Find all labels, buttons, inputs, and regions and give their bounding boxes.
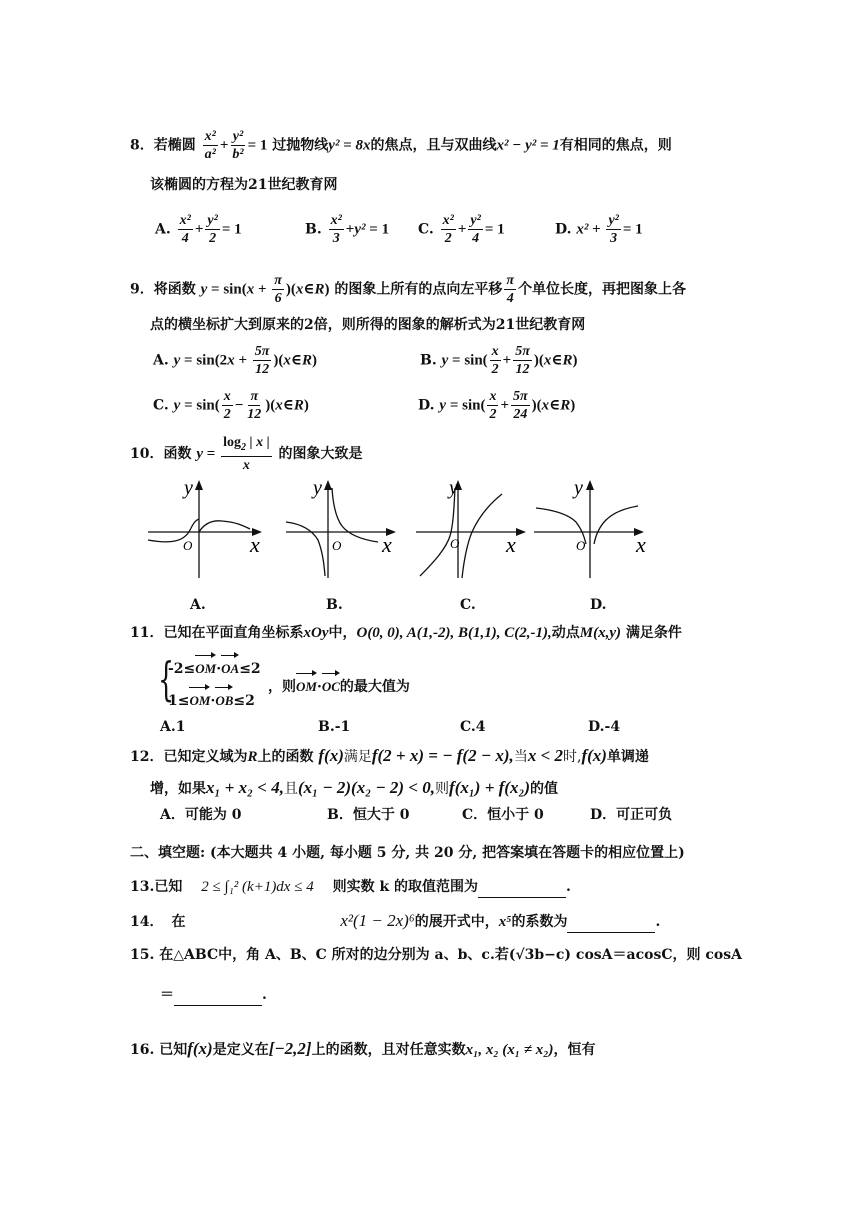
section-2-header: 二、填空题: (本大题共 4 小题, 每小题 5 分, 共 20 分, 把答案填在答题卡的相应位置上)	[130, 845, 685, 861]
question-11-line1: 11．已知在平面直角坐标系xOy中，O(0, 0), A(1,-2), B(1,1), C(2,-1),动点M(x,y) 满足条件	[130, 625, 682, 641]
condition-1: -2≤OM·OA≤2	[168, 658, 261, 680]
graph-a-label: A.	[190, 597, 206, 613]
graph-a-x-label: x	[250, 532, 260, 557]
question-8-line1: 8．若椭圆 $\frac{\text{x²}}{\text{a²}}$ + $\frac{\text{y²}}{\text{b²}}$ = 1 过抛物线y² = 8x的焦点，且与双曲线x² − y² = 1有相同的焦点，则	[130, 129, 672, 162]
graph-d-label: D.	[590, 597, 607, 613]
q15-answer-blank	[174, 991, 262, 1006]
ellipse-frac-x: $\frac{\text{x²}}{\text{a²}}$	[204, 129, 216, 162]
q13-integral: 2 ≤ ∫₁² (k+1)dx ≤ 4	[201, 879, 314, 895]
graph-a-origin-label: O	[183, 538, 193, 553]
q9-option-b: B. y = sin( $\frac{x}{2}$ + $\frac{5\pi}{12}$ )(x∈R)	[420, 344, 578, 377]
graph-d-origin-label: O	[576, 538, 586, 553]
question-8-line2: 该椭圆的方程为21世纪教育网	[150, 177, 338, 193]
q11-option-a: A.1	[160, 719, 186, 735]
graph-b-curve-left	[286, 522, 325, 576]
q8-option-a: A. $\frac{\text{x²}}{4}$ + $\frac{\text{y²}}{2}$ = 1	[155, 213, 242, 246]
graph-b-x-label: x	[382, 532, 392, 557]
question-16: 16. 已知f(x)是定义在[−2,2]上的函数，且对任意实数x₁, x₂ (x₁ ≠ x₂)，恒有	[130, 1039, 596, 1058]
q11-option-d: D.-4	[588, 719, 621, 735]
graph-d-y-label: y	[574, 477, 583, 499]
graph-b-y-label: y	[313, 477, 322, 499]
graph-d-curve-right	[594, 506, 638, 544]
question-12-line1: 12．已知定义域为R上的函数 f(x)满足f(2 + x) = − f(2 − x),当x < 2时,f(x)单调递	[130, 746, 649, 765]
condition-2: 1≤OM·OB≤2	[168, 690, 255, 712]
q12-option-a: A．可能为 0	[160, 807, 242, 823]
q13-answer-blank	[478, 883, 566, 898]
graph-a-curve-right	[199, 521, 250, 532]
q11-option-b: B.-1	[318, 719, 351, 735]
graph-c	[410, 474, 540, 584]
graph-c-y-label: y	[449, 477, 458, 499]
question-15-line1: 15. 在△ABC中，角 A、B、C 所对的边分别为 a、b、c.若(√3b−c) cosA＝acosC，则 cosA	[130, 947, 742, 963]
graph-d	[530, 474, 660, 584]
q9-option-c: C. y = sin( $\frac{x}{2}$ − $\frac{\pi}{12}$ )(x∈R)	[153, 389, 309, 422]
graph-a	[140, 474, 270, 584]
q8-option-b: B. $\frac{\text{x²}}{3}$ +y² = 1	[305, 213, 390, 246]
q9-option-d: D. y = sin( $\frac{x}{2}$ + $\frac{5\pi}{24}$ )(x∈R)	[418, 389, 576, 422]
graph-c-origin-label: O	[450, 536, 460, 551]
question-12-line2: 增，如果x₁ + x₂ < 4,且(x₁ − 2)(x₂ − 2) < 0,则f(x₁) + f(x₂)的值	[150, 778, 559, 797]
question-10-line1: 10．函数 y = $\frac{\log_2 | x |}{x}$ 的图象大致是	[130, 435, 363, 473]
question-15-line2: ＝ .	[160, 984, 267, 1006]
graph-b	[280, 474, 410, 584]
graph-c-x-label: x	[506, 532, 516, 557]
q8-option-d: D. x² + $\frac{\text{y²}}{3}$ = 1	[555, 213, 643, 246]
q14-answer-blank	[567, 918, 655, 933]
graph-b-origin-label: O	[332, 538, 342, 553]
condition-brace: {	[158, 652, 175, 706]
graph-a-y-label: y	[184, 477, 193, 499]
ellipse-frac-y: $\frac{\text{y²}}{\text{b²}}$	[232, 129, 244, 162]
q12-option-d: D．可正可负	[590, 807, 673, 823]
graph-b-curve-right	[332, 488, 378, 542]
question-14: 14． 在 x²(1 − 2x)⁶的展开式中，x⁵的系数为 .	[130, 910, 660, 933]
graph-c-label: C.	[460, 597, 476, 613]
q12-option-c: C．恒小于 0	[462, 807, 544, 823]
q8-option-c: C. $\frac{\text{x²}}{2}$ + $\frac{\text{y²}}{4}$ = 1	[418, 213, 505, 246]
graph-d-x-label: x	[636, 532, 646, 557]
graph-c-curve-right	[462, 494, 502, 578]
question-9-line2: 点的横坐标扩大到原来的2倍，则所得的图象的解析式为21世纪教育网	[150, 317, 586, 333]
q9-option-a: A. y = sin(2x + $\frac{5\pi}{12}$ )(x∈R)	[153, 344, 318, 377]
q11-option-c: C.4	[460, 719, 486, 735]
question-9-line1: 9．将函数 y = sin(x + $\frac{\pi}{6}$ )(x∈R) 的图象上所有的点向左平移 $\frac{\pi}{4}$ 个单位长度，再把图象上各	[130, 273, 687, 306]
question-13: 13.已知 2 ≤ ∫₁² (k+1)dx ≤ 4 则实数 k 的取值范围为 .	[130, 876, 571, 898]
graph-b-label: B.	[326, 597, 343, 613]
q11-question: ，则OM·OC的最大值为	[268, 676, 410, 698]
q12-option-b: B．恒大于 0	[327, 807, 410, 823]
